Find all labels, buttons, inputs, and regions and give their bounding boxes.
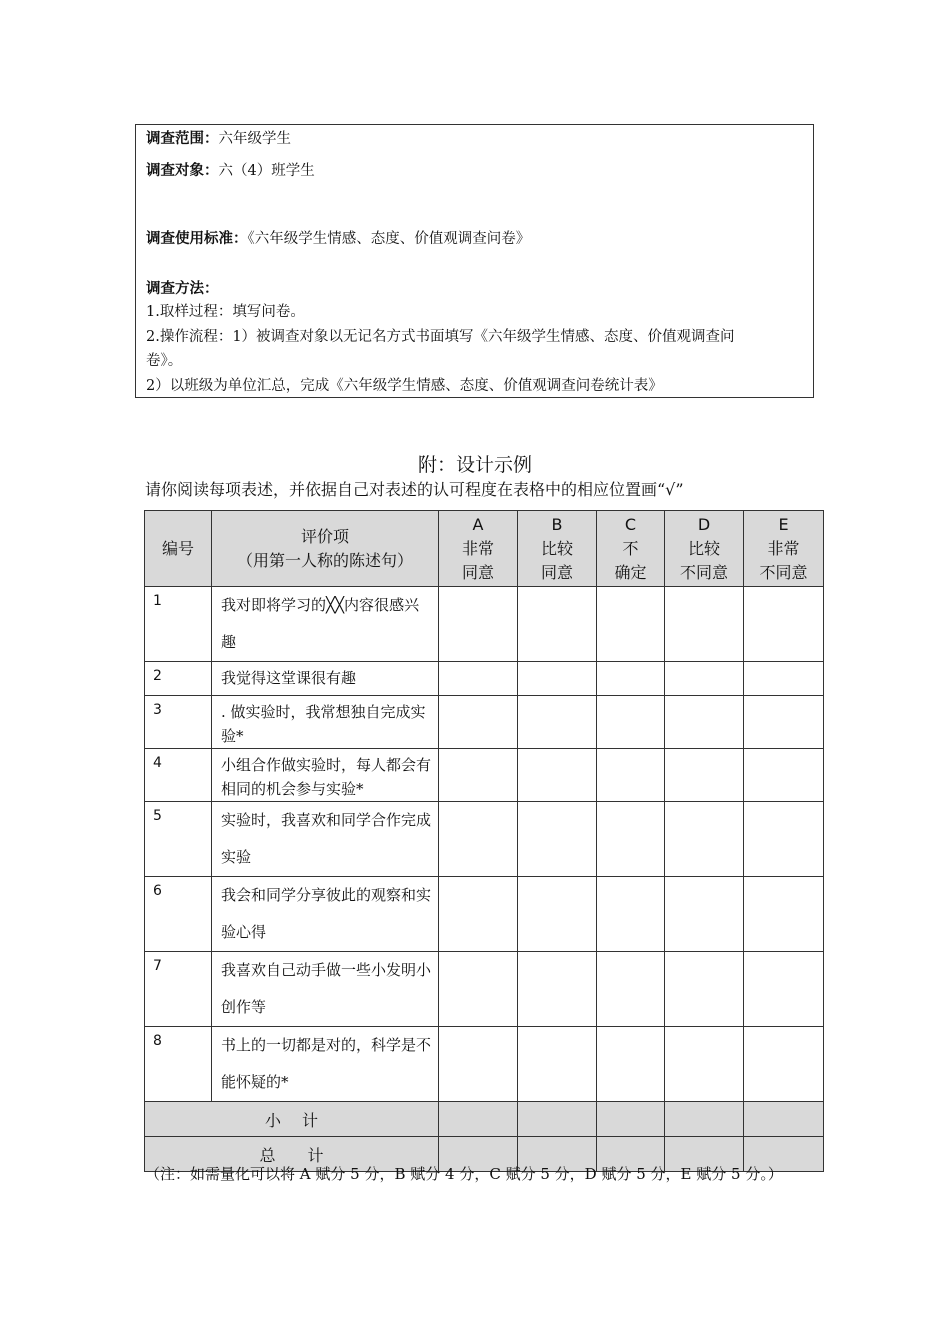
scope-label: 调查范围： bbox=[146, 131, 219, 147]
subtotal-label: 小 计 bbox=[145, 1102, 439, 1137]
option-line2: 同意 bbox=[461, 562, 494, 582]
row-statement: 我对即将学习的╳╳内容很感兴趣 bbox=[212, 587, 439, 662]
scoring-note: （注：如需量化可以将 A 赋分 5 分，B 赋分 4 分，C 赋分 5 分，D 赋分 5 分，E 赋分 5 分。） bbox=[145, 1165, 783, 1183]
row-number: 4 bbox=[145, 749, 212, 802]
table-row bbox=[145, 662, 824, 696]
answer-cell-b[interactable] bbox=[518, 587, 597, 662]
row-statement: 我喜欢自己动手做一些小发明小创作等 bbox=[212, 952, 439, 1027]
object-label: 调查对象： bbox=[146, 163, 219, 179]
answer-cell-e[interactable] bbox=[744, 952, 824, 1027]
method-label: 调查方法： bbox=[146, 281, 219, 297]
row-statement: 小组合作做实验时，每人都会有相同的机会参与实验* bbox=[212, 749, 439, 802]
row-number: 6 bbox=[145, 877, 212, 952]
row-statement: 我会和同学分享彼此的观察和实验心得 bbox=[212, 877, 439, 952]
scope-value: 六年级学生 bbox=[218, 131, 291, 147]
answer-cell-b[interactable] bbox=[518, 696, 597, 749]
row-number: 7 bbox=[145, 952, 212, 1027]
answer-cell-b[interactable] bbox=[518, 1027, 597, 1102]
method-line-2: 2.操作流程：1）被调查对象以无记名方式书面填写《六年级学生情感、态度、价值观调查问 bbox=[146, 329, 735, 345]
answer-cell-d[interactable] bbox=[665, 662, 744, 696]
header-option-b bbox=[518, 511, 597, 587]
answer-cell-e[interactable] bbox=[744, 802, 824, 877]
standard-value: 《六年级学生情感、态度、价值观调查问卷》 bbox=[247, 231, 531, 247]
answer-cell-d[interactable] bbox=[665, 1027, 744, 1102]
table-row bbox=[145, 587, 824, 662]
answer-cell-e[interactable] bbox=[744, 749, 824, 802]
answer-cell-d[interactable] bbox=[665, 749, 744, 802]
instruction-text: 请你阅读每项表述，并依据自己对表述的认可程度在表格中的相应位置画“√” bbox=[145, 480, 684, 499]
table-header-row bbox=[145, 511, 824, 587]
subtotal-cell-e[interactable] bbox=[744, 1102, 824, 1137]
table-row bbox=[145, 749, 824, 802]
answer-cell-d[interactable] bbox=[665, 696, 744, 749]
answer-cell-c[interactable] bbox=[597, 952, 665, 1027]
option-line1: 比较 bbox=[540, 538, 573, 558]
answer-cell-a[interactable] bbox=[439, 877, 518, 952]
row-statement: 我觉得这堂课很有趣 bbox=[212, 662, 439, 696]
answer-cell-d[interactable] bbox=[665, 877, 744, 952]
answer-cell-c[interactable] bbox=[597, 696, 665, 749]
option-letter: C bbox=[624, 514, 637, 534]
section-title: 附：设计示例 bbox=[417, 454, 532, 476]
subtotal-cell-a[interactable] bbox=[439, 1102, 518, 1137]
answer-cell-a[interactable] bbox=[439, 1027, 518, 1102]
header-option-d bbox=[665, 511, 744, 587]
answer-cell-a[interactable] bbox=[439, 662, 518, 696]
header-item bbox=[212, 511, 439, 587]
answer-cell-a[interactable] bbox=[439, 749, 518, 802]
row-number: 2 bbox=[145, 662, 212, 696]
row-number: 3 bbox=[145, 696, 212, 749]
header-option-a bbox=[439, 511, 518, 587]
table-row bbox=[145, 696, 824, 749]
answer-cell-b[interactable] bbox=[518, 877, 597, 952]
answer-cell-d[interactable] bbox=[665, 952, 744, 1027]
method-line-1: 1.取样过程：填写问卷。 bbox=[146, 304, 305, 320]
row-number: 8 bbox=[145, 1027, 212, 1102]
option-line2: 同意 bbox=[540, 562, 573, 582]
table-row bbox=[145, 952, 824, 1027]
subtotal-row bbox=[145, 1102, 824, 1137]
option-letter: E bbox=[778, 514, 789, 534]
answer-cell-a[interactable] bbox=[439, 587, 518, 662]
row-statement: . 做实验时，我常想独自完成实验* bbox=[212, 696, 439, 749]
object-value: 六（4）班学生 bbox=[218, 163, 315, 179]
answer-cell-c[interactable] bbox=[597, 1027, 665, 1102]
table-row bbox=[145, 802, 824, 877]
option-line1: 非常 bbox=[767, 538, 800, 558]
header-item-line1: 评价项 bbox=[300, 526, 349, 546]
answer-cell-b[interactable] bbox=[518, 802, 597, 877]
option-line2: 确定 bbox=[614, 562, 647, 582]
object-line bbox=[146, 160, 805, 182]
header-item-line2: （用第一人称的陈述句） bbox=[236, 550, 413, 570]
option-line1: 不 bbox=[622, 538, 639, 558]
answer-cell-c[interactable] bbox=[597, 662, 665, 696]
option-line1: 比较 bbox=[687, 538, 720, 558]
survey-info-box bbox=[135, 124, 814, 398]
answer-cell-c[interactable] bbox=[597, 749, 665, 802]
method-label-line bbox=[146, 278, 805, 300]
answer-cell-c[interactable] bbox=[597, 587, 665, 662]
method-line-3: 卷》。 bbox=[146, 353, 183, 369]
header-number-label: 编号 bbox=[161, 538, 194, 558]
answer-cell-e[interactable] bbox=[744, 877, 824, 952]
subtotal-cell-d[interactable] bbox=[665, 1102, 744, 1137]
answer-cell-c[interactable] bbox=[597, 877, 665, 952]
header-option-e bbox=[744, 511, 824, 587]
table-row bbox=[145, 1027, 824, 1102]
header-option-c bbox=[597, 511, 665, 587]
scope-line bbox=[146, 128, 805, 150]
answer-cell-d[interactable] bbox=[665, 587, 744, 662]
survey-table bbox=[144, 510, 824, 1172]
answer-cell-a[interactable] bbox=[439, 952, 518, 1027]
option-letter: A bbox=[472, 514, 484, 534]
option-letter: D bbox=[697, 514, 711, 534]
row-statement: 书上的一切都是对的，科学是不能怀疑的* bbox=[212, 1027, 439, 1102]
option-line1: 非常 bbox=[461, 538, 494, 558]
header-number bbox=[145, 511, 212, 587]
answer-cell-e[interactable] bbox=[744, 696, 824, 749]
answer-cell-c[interactable] bbox=[597, 802, 665, 877]
option-letter: B bbox=[551, 514, 563, 534]
answer-cell-b[interactable] bbox=[518, 952, 597, 1027]
subtotal-cell-c[interactable] bbox=[597, 1102, 665, 1137]
answer-cell-d[interactable] bbox=[665, 802, 744, 877]
row-statement: 实验时，我喜欢和同学合作完成实验 bbox=[212, 802, 439, 877]
row-number: 1 bbox=[145, 587, 212, 662]
answer-cell-e[interactable] bbox=[744, 587, 824, 662]
method-line-4: 2）以班级为单位汇总，完成《六年级学生情感、态度、价值观调查问卷统计表》 bbox=[146, 378, 663, 394]
option-line2: 不同意 bbox=[759, 562, 808, 582]
answer-cell-e[interactable] bbox=[744, 1027, 824, 1102]
row-number: 5 bbox=[145, 802, 212, 877]
standard-label: 调查使用标准： bbox=[146, 231, 248, 247]
standard-line bbox=[146, 228, 805, 250]
answer-cell-a[interactable] bbox=[439, 696, 518, 749]
answer-cell-e[interactable] bbox=[744, 662, 824, 696]
answer-cell-a[interactable] bbox=[439, 802, 518, 877]
answer-cell-b[interactable] bbox=[518, 662, 597, 696]
option-line2: 不同意 bbox=[679, 562, 728, 582]
table-row bbox=[145, 877, 824, 952]
total-label: 总 计 bbox=[145, 1137, 439, 1172]
answer-cell-b[interactable] bbox=[518, 749, 597, 802]
subtotal-cell-b[interactable] bbox=[518, 1102, 597, 1137]
